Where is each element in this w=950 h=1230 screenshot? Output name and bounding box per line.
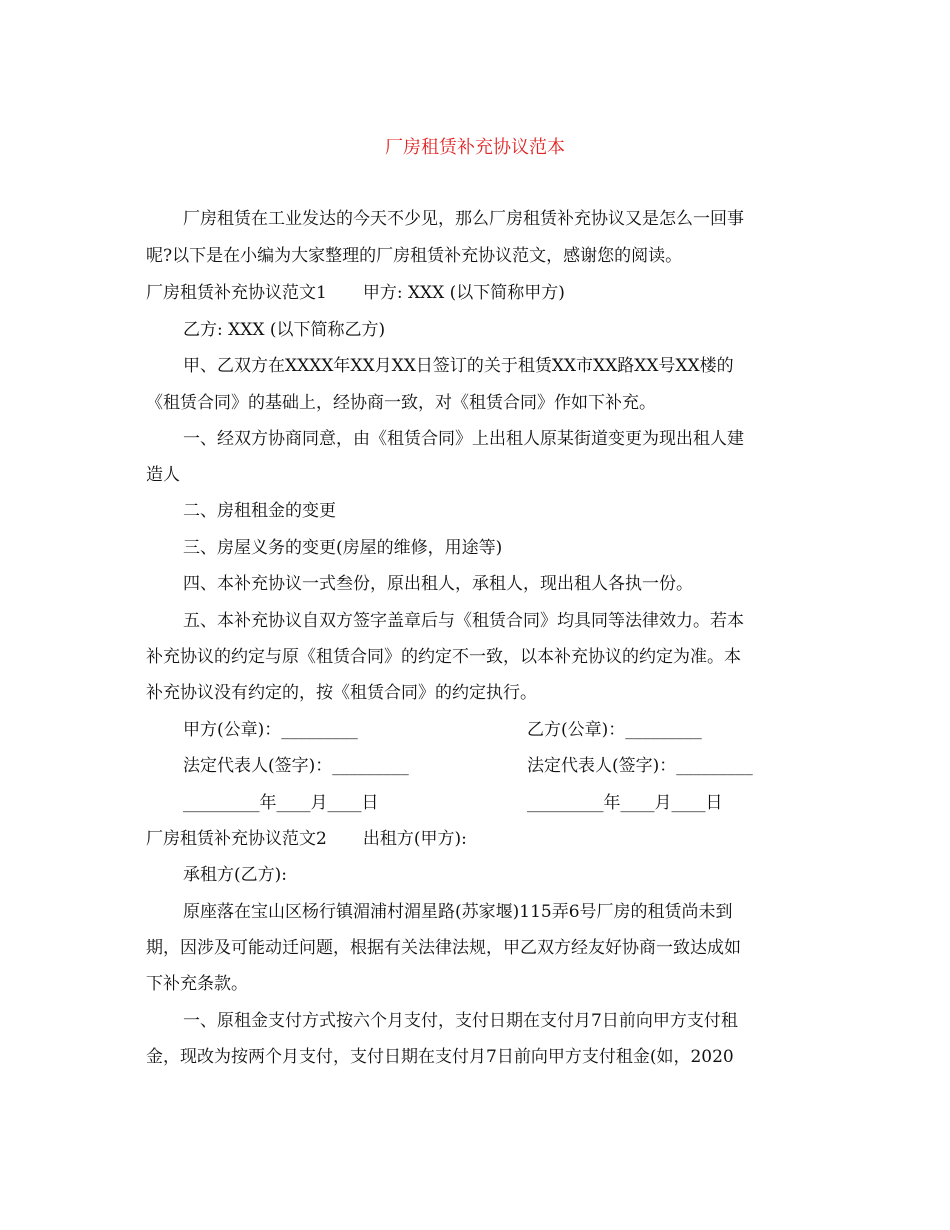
party-a-seal: 甲方(公章)：_________	[183, 720, 358, 740]
paragraph-line: 金，现改为按两个月支付，支付日期在支付月7日前向甲方支付租金(如，2020	[146, 1047, 734, 1067]
party-b-representative: 法定代表人(签字)：_________	[527, 756, 753, 776]
party-a-date: _________年____月____日	[183, 793, 379, 813]
sample-1-heading: 厂房租赁补充协议范文1	[146, 283, 327, 303]
paragraph-line: 厂房租赁在工业发达的今天不少见，那么厂房租赁补充协议又是怎么一回事	[183, 209, 744, 229]
party-b-date: _________年____月____日	[527, 793, 723, 813]
paragraph-line: 一、原租金支付方式按六个月支付，支付日期在支付月7日前向甲方支付租	[183, 1011, 738, 1031]
sample-2-party-a: 出租方(甲方):	[362, 829, 467, 849]
party-b-seal: 乙方(公章)：_________	[527, 720, 702, 740]
paragraph-line: 甲、乙双方在XXXX年XX月XX日签订的关于租赁XX市XX路XX号XX楼的	[183, 356, 734, 376]
paragraph-line: 造人	[146, 465, 180, 485]
sample-1-party-a: 甲方: XXX (以下简称甲方)	[362, 283, 565, 303]
paragraph-line: 乙方: XXX (以下简称乙方)	[183, 320, 386, 340]
paragraph-line: 一、经双方协商同意，由《租赁合同》上出租人原某街道变更为现出租人建	[183, 429, 744, 449]
paragraph-line: 补充协议的约定与原《租赁合同》的约定不一致，以本补充协议的约定为准。本	[146, 647, 741, 667]
paragraph-line: 四、本补充协议一式叁份，原出租人，承租人，现出租人各执一份。	[183, 574, 693, 594]
paragraph-line: 《租赁合同》的基础上，经协商一致，对《租赁合同》作如下补充。	[146, 393, 656, 413]
paragraph-line: 呢?以下是在小编为大家整理的厂房租赁补充协议范文，感谢您的阅读。	[146, 246, 683, 266]
paragraph-line: 承租方(乙方):	[183, 865, 287, 885]
paragraph-line: 下补充条款。	[146, 974, 248, 994]
party-a-representative: 法定代表人(签字)：_________	[183, 756, 409, 776]
document-title: 厂房租赁补充协议范本	[385, 137, 565, 158]
paragraph-line: 三、房屋义务的变更(房屋的维修，用途等)	[183, 538, 503, 558]
paragraph-line: 五、本补充协议自双方签字盖章后与《租赁合同》均具同等法律效力。若本	[183, 611, 744, 631]
paragraph-line: 二、房租租金的变更	[183, 501, 336, 521]
sample-1-line	[146, 282, 806, 304]
paragraph-line: 补充协议没有约定的，按《租赁合同》的约定执行。	[146, 683, 537, 703]
paragraph-line: 原座落在宝山区杨行镇湄浦村湄星路(苏家堰)115弄6号厂房的租赁尚未到	[183, 902, 733, 922]
sample-2-line	[146, 828, 806, 850]
sample-2-heading: 厂房租赁补充协议范文2	[146, 829, 327, 849]
paragraph-line: 期，因涉及可能动迁问题，根据有关法律法规，甲乙双方经友好协商一致达成如	[146, 938, 741, 958]
